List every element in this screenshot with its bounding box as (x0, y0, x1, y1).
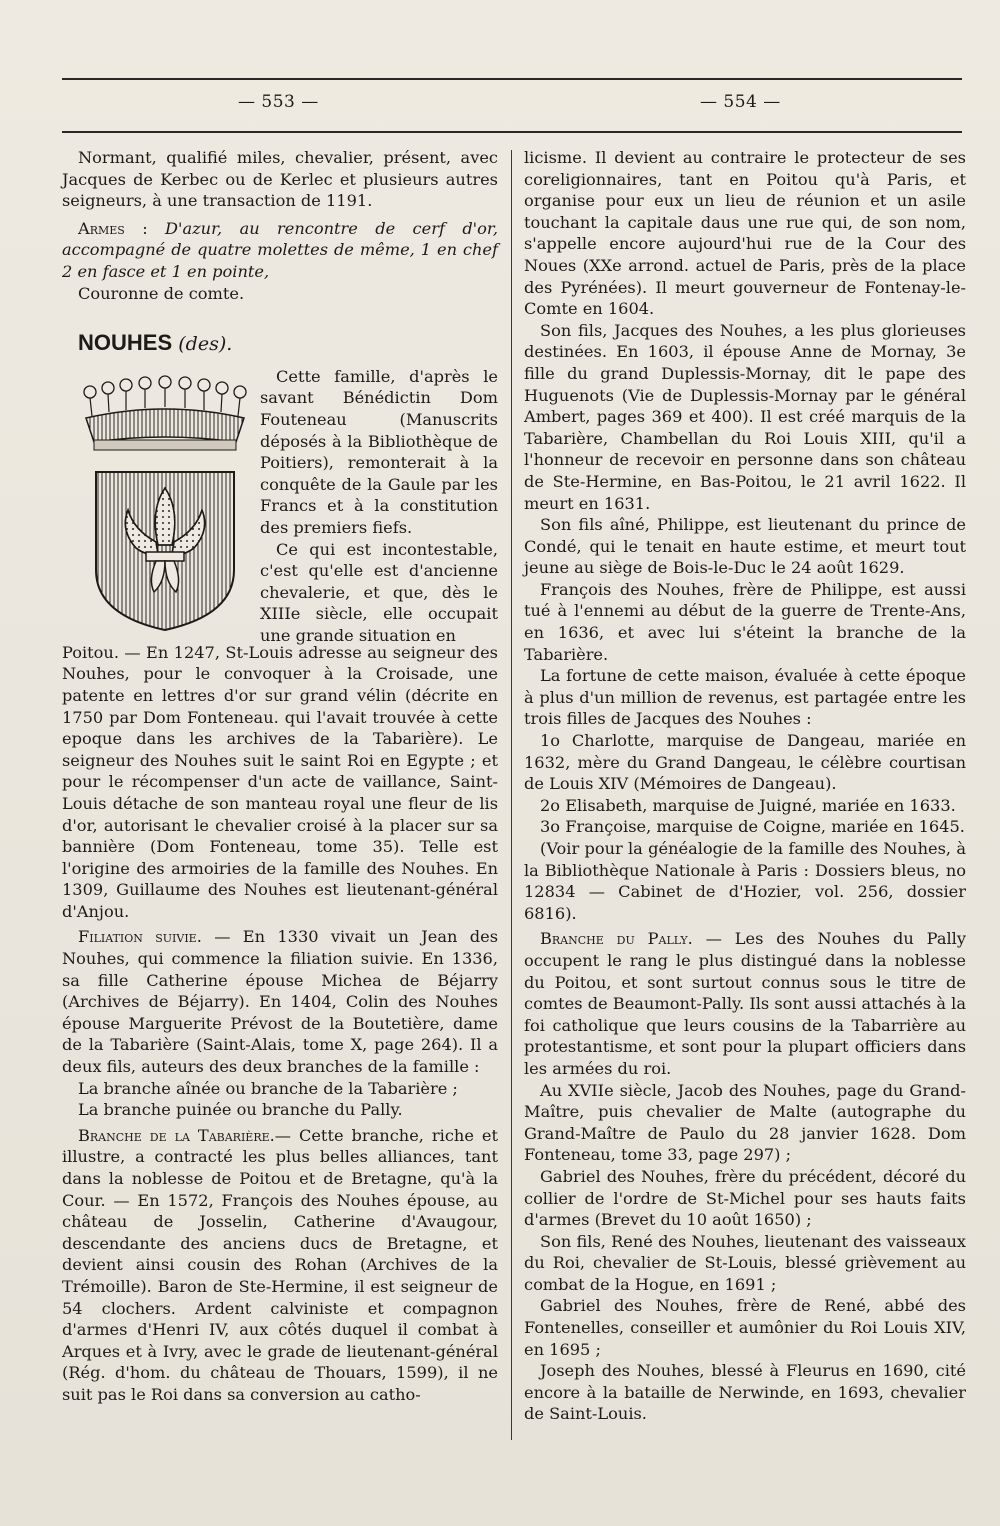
filiation-label: Filiation suivie. (78, 927, 202, 947)
crown-icon (84, 376, 246, 450)
armes-paragraph (62, 218, 498, 283)
header-rule-lower (62, 131, 962, 133)
column-divider (511, 150, 512, 1440)
intro-paragraph: Normant, qualifié miles, chevalier, présent, avec Jacques de Kerbec ou de Kerlec et plusieurs autres seigneurs, à une transaction de 1191. (62, 148, 498, 211)
branche-tabariere-label: Branche de la Tabarière. (78, 1125, 275, 1145)
right-paragraph-11: Au XVIIe siècle, Jacob des Nouhes, page du Grand-Maître, puis chevalier de Malte (autographe du Grand-Maître de Paulo du 28 janvier 1628. Dom Fonteneau, tome 33, page 297) ; (524, 1080, 966, 1165)
right-paragraph-7: 2o Elisabeth, marquise de Juigné, mariée en 1633. (540, 795, 956, 815)
right-column (524, 147, 966, 1425)
branche-pally-paragraph (524, 928, 966, 1079)
filiation-paragraph (62, 926, 498, 1077)
branch-item-2: La branche puinée ou branche du Pally. (78, 1100, 403, 1120)
coat-of-arms-block (62, 366, 498, 645)
right-paragraph-4: François des Nouhes, frère de Philippe, est aussi tué à l'ennemi au début de la guerre de Trente-Ans, en 1636, et avec lui s'éteint la branche de la Tabarière. (524, 579, 966, 664)
filiation-text: — En 1330 vivait un Jean des Nouhes, qui commence la filiation suivie. En 1336, sa fille Catherine épouse Michea de Béjarry (Archives de Béjarry). En 1404, Colin des Nouhes épouse Marguerite Prévost de la Boutetière, dame de la Tabarière (Saint-Alais, tome X, page 264). Il a deux fils, auteurs des deux branches de la famille : (62, 927, 499, 1077)
branche-tabariere-paragraph (62, 1125, 498, 1406)
family-name: NOUHES (78, 330, 173, 356)
left-column (62, 147, 498, 1406)
right-paragraph-1: licisme. Il devient au contraire le protecteur de ses coreligionnaires, tant en Poitou qu'à Paris, et organise pour eux un lieu de réunion et un asile touchant la capitale daus une rue qui, de son nom, s'appelle encore aujourd'hui rue de la Cour des Noues (XXe arrond. actuel de Paris, près de la place des Pyrénées). Il meurt gouverneur de Fontenay-le-Comte en 1604. (524, 148, 966, 319)
branch-item-1: La branche aînée ou branche de la Tabarière ; (78, 1078, 458, 1098)
right-paragraph-12: Gabriel des Nouhes, frère du précédent, décoré du collier de l'ordre de St-Michel pour ses hauts faits d'armes (Brevet du 10 août 1650) ; (524, 1166, 966, 1230)
header-rule (62, 78, 962, 80)
arms-side-text (260, 366, 498, 647)
family-suffix: (des). (178, 333, 233, 356)
right-paragraph-5: La fortune de cette maison, évaluée à cette époque à plus d'un million de revenus, est partagée entre les trois filles de Jacques des Nouhes : (524, 666, 966, 729)
right-paragraph-15: Joseph des Nouhes, blessé à Fleurus en 1690, cité encore à la bataille de Nerwinde, en 1693, chevalier de Saint-Louis. (524, 1361, 966, 1424)
right-paragraph-3: Son fils aîné, Philippe, est lieutenant du prince de Condé, qui le tenait en haute estime, et meurt tout jeune au siège de Bois-le-Duc le 24 août 1629. (524, 515, 966, 578)
branche-pally-text: — Les des Nouhes du Pally occupent le rang le plus distingué dans la noblesse du Poitou, et sont surtout connus sous le titre de comtes de Beaumont-Pally. Ils sont aussi attachés à la foi catholique que leurs cousins de la Tabarrière au protestantisme, et sont pour la plupart officiers dans les armées du roi. (524, 929, 966, 1078)
armes-label: Armes : (78, 218, 148, 238)
page-number-left: — 553 — (238, 92, 319, 112)
right-paragraph-2: Son fils, Jacques des Nouhes, a les plus glorieuses destinées. En 1603, il épouse Anne de Mornay, 3e fille du grand Duplessis-Mornay, dit le pape des Huguenots (Vie de Duplessis-Mornay par le général Ambert, pages 369 et 400). Il est créé marquis de la Tabarière, Chambellan du Roi Louis XIII, qu'il a l'honneur de recevoir en personne dans son château de Ste-Hermine, en Bas-Poitou, le 21 avril 1622. Il meurt en 1631. (524, 320, 966, 513)
beside-paragraph-2: Ce qui est incontestable, c'est qu'elle est d'ancienne chevalerie, et que, dès le XIIIe siècle, elle occupait une grande situation en (260, 539, 498, 645)
couronne-line: Couronne de comte. (78, 283, 245, 303)
right-paragraph-14: Gabriel des Nouhes, frère de René, abbé des Fontenelles, conseiller et aumônier du Roi Louis XIV, en 1695 ; (524, 1296, 966, 1359)
branche-pally-label: Branche du Pally. (540, 929, 693, 949)
armes-blazon: D'azur, au rencontre de cerf d'or, accompagné de quatre molettes de même, 1 en chef 2 en fasce et 1 en pointe, (62, 218, 498, 281)
right-paragraph-13: Son fils, René des Nouhes, lieutenant des vaisseaux du Roi, chevalier de St-Louis, blessé grièvement au combat de la Hogue, en 1691 ; (524, 1231, 966, 1294)
right-paragraph-6: 1o Charlotte, marquise de Dangeau, mariée en 1632, mère du Grand Dangeau, le célèbre courtisan de Louis XIV (Mémoires de Dangeau). (524, 731, 966, 794)
beside-paragraph-1: Cette famille, d'après le savant Bénédictin Dom Fouteneau (Manuscrits déposés à la Bibliothèque de Poitiers), remonterait à la conquête de la Gaule par les Francs et à la constitution des premiers fiefs. (260, 366, 498, 537)
family-heading (78, 332, 498, 356)
branche-tabariere-text: — Cette branche, riche et illustre, a contracté les plus belles alliances, tant dans la noblesse de Poitou et de Bretagne, qu'à la Cour. — En 1572, François des Nouhes épouse, au château de Josselin, Catherine d'Avaugour, descendante des anciens ducs de Bretagne, et devient ainsi cousin des Rohan (Archives de la Trémoille). Baron de Ste-Hermine, il est seigneur de 54 clochers. Ardent calviniste et compagnon d'armes d'Henri IV, aux côtés duquel il combat à Arques et à Ivry, avec le grade de lieutenant-général (Rég. d'hom. du château de Thouars, 1599), il ne suit pas le Roi dans sa conversion au catho- (62, 1125, 498, 1404)
continuation-paragraph: Poitou. — En 1247, St-Louis adresse au seigneur des Nouhes, pour le convoquer à la Croisade, une patente en lettres d'or sur grand vélin (décrite en 1750 par Dom Fonteneau. qui l'avait trouvée à cette epoque dans les archives de la Tabarière). Le seigneur des Nouhes suit le saint Roi en Egypte ; et pour le récompenser d'un acte de vaillance, Saint-Louis détache de son manteau royal une fleur de lis d'or, autorisant le chevalier croisé à la placer sur sa bannière (Dom Fonteneau, tome 35). Telle est l'origine des armoiries de la famille des Nouhes. En 1309, Guillaume des Nouhes est lieutenant-général d'Anjou. (62, 642, 498, 921)
coat-of-arms-icon (76, 370, 254, 638)
right-paragraph-9: (Voir pour la généalogie de la famille des Nouhes, à la Bibliothèque Nationale à Paris : Dossiers bleus, no 12834 — Cabinet de d'Hozier, vol. 256, dossier 6816). (524, 839, 966, 923)
right-paragraph-8: 3o Françoise, marquise de Coigne, mariée en 1645. (540, 817, 965, 837)
page-number-right: — 554 — (700, 92, 781, 112)
